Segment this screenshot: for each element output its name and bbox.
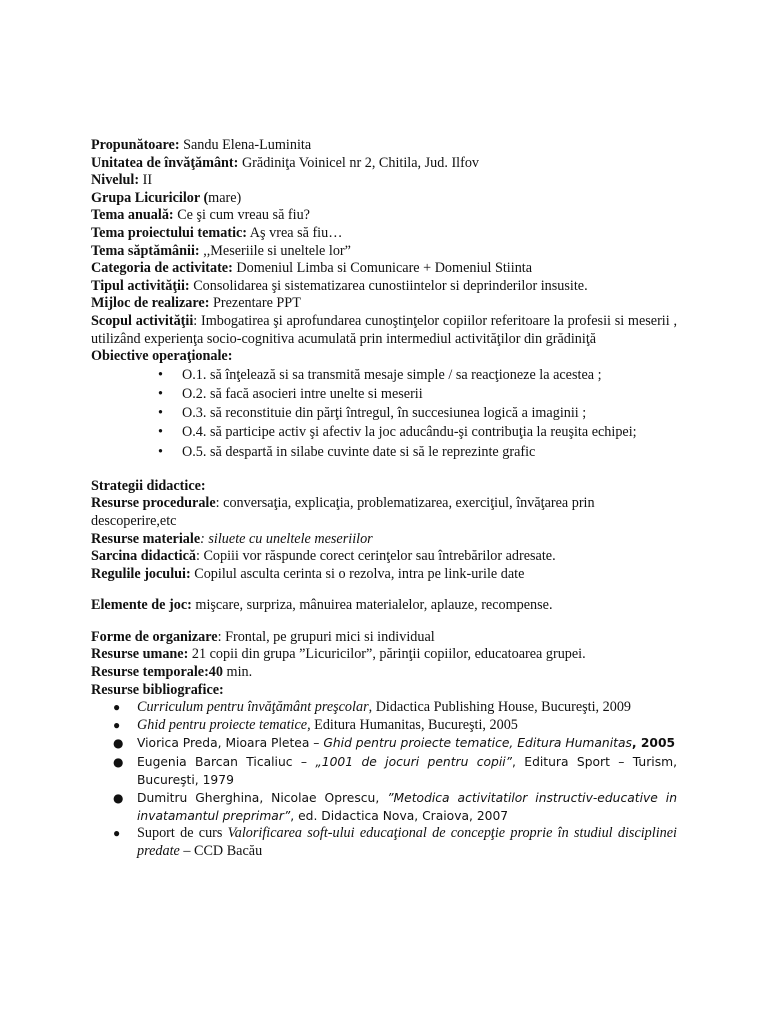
resurse-umane: Resurse umane: 21 copii din grupa ”Licuricilor”, părinţii copiilor, educatoarea grupei.	[91, 646, 586, 663]
sarcina-didactica: Sarcina didactică: Copiii vor răspunde corect cerinţelor sau întrebărilor adresate.	[91, 548, 556, 565]
list-item: ● Curriculum pentru învăţământ preşcolar, Didactica Publishing House, Bucureşti, 2009	[113, 699, 632, 716]
list-item: • O.4. să participe activ şi afectiv la joc aducându-şi contribuţia la reuşita echipei;	[91, 423, 677, 442]
resurse-procedurale: Resurse procedurale: conversaţia, explicaţia, problematizarea, exerciţiul, învăţarea prin	[91, 495, 595, 512]
header-nivelul: Nivelul: II	[91, 172, 153, 189]
list-item: ● Ghid pentru proiecte tematice, Editura Humanitas, Bucureşti, 2005	[113, 716, 518, 733]
list-item: ● Suport de curs Valorificarea soft-ului educaţional de concepţie proprie în studiul disciplinei predate – CCD Bacău	[113, 825, 677, 860]
list-item: ● Viorica Preda, Mioara Pletea – Ghid pentru proiecte tematice, Editura Humanitas, 2005	[91, 734, 677, 752]
resurse-materiale: Resurse materiale: siluete cu uneltele meseriilor	[91, 530, 373, 547]
resurse-bibliografice: Resurse bibliografice:	[91, 681, 224, 698]
resurse-temporale: Resurse temporale:40 min.	[91, 664, 253, 681]
elemente-de-joc: Elemente de joc: mişcare, surpriza, mânuirea materialelor, aplauze, recompense.	[91, 597, 553, 614]
lesson-plan	[91, 137, 677, 861]
bibliografie-list	[91, 699, 677, 860]
header-unitatea: Unitatea de învăţământ: Grădiniţa Voinicel nr 2, Chitila, Jud. Ilfov	[91, 154, 480, 171]
list-item: • O.1. să înţelează si sa transmită mesaje simple / sa reacţioneze la acestea ;	[91, 366, 677, 385]
bullet-icon: ●	[113, 700, 121, 715]
bullet-icon: ●	[113, 717, 121, 732]
bullet-icon: ●	[113, 791, 124, 806]
header-categoria: Categoria de activitate: Domeniul Limba si Comunicare + Domeniul Stiinta	[91, 260, 533, 277]
header-tema-anuala: Tema anuală: Ce şi cum vreau să fiu?	[91, 207, 310, 224]
bullet-icon: •	[158, 443, 163, 460]
bullet-icon: •	[158, 366, 163, 383]
list-item: • O.2. să facă asocieri intre unelte si meserii	[91, 385, 677, 404]
list-item: ● Eugenia Barcan Ticaliuc – „1001 de jocuri pentru copii”, Editura Sport – Turism, Bucureşti, 1979	[113, 754, 677, 787]
obiective-list	[91, 366, 677, 462]
strategii-heading: Strategii didactice:	[91, 477, 206, 494]
list-item: • O.3. să reconstituie din părţi întregul, în succesiunea logică a imaginii ;	[91, 404, 677, 423]
obiective-heading: Obiective operaţionale:	[91, 348, 233, 365]
list-item: • O.5. să despartă in silabe cuvinte date si să le reprezinte grafic	[91, 443, 677, 462]
header-grupa: Grupa Licuricilor (mare)	[91, 189, 242, 206]
bullet-icon: ●	[113, 754, 124, 769]
header-tema-saptamanii: Tema săptămânii: ,,Meseriile si uneltele lor”	[91, 242, 351, 259]
bullet-icon: •	[158, 405, 163, 422]
bullet-icon: •	[158, 385, 163, 402]
bullet-icon: ●	[113, 826, 121, 841]
header-tipul: Tipul activităţii: Consolidarea şi sistematizarea cunostiintelor si deprinderilor insusite.	[91, 277, 588, 294]
header-tema-proiect: Tema proiectului tematic: Aş vrea să fiu…	[91, 224, 343, 241]
resurse-procedurale-cont: descoperire,etc	[91, 512, 177, 529]
scopul-paragraph: Scopul activităţii: Imbogatirea şi aprofundarea cunoştinţelor copiilor referitoare la profesii si meserii , utilizând experienţa socio-cognitiva acumulată prin intermediul activităţilor din grădiniţă	[91, 312, 677, 347]
header-mijloc: Mijloc de realizare: Prezentare PPT	[91, 295, 301, 312]
bullet-icon: •	[158, 424, 163, 441]
header-propunatoare: Propunătoare: Sandu Elena-Luminita	[91, 137, 312, 153]
bullet-icon: ●	[113, 736, 124, 751]
forme-de-organizare: Forme de organizare: Frontal, pe grupuri mici si individual	[91, 628, 435, 645]
list-item: ● Dumitru Gherghina, Nicolae Oprescu, ”Metodica activitatilor instructiv-educative in invatamantul preprimar”, ed. Didactica Nova, Craiova, 2007	[113, 791, 677, 824]
regulile-jocului: Regulile jocului: Copilul asculta cerinta si o rezolva, intra pe link-urile date	[91, 565, 525, 582]
